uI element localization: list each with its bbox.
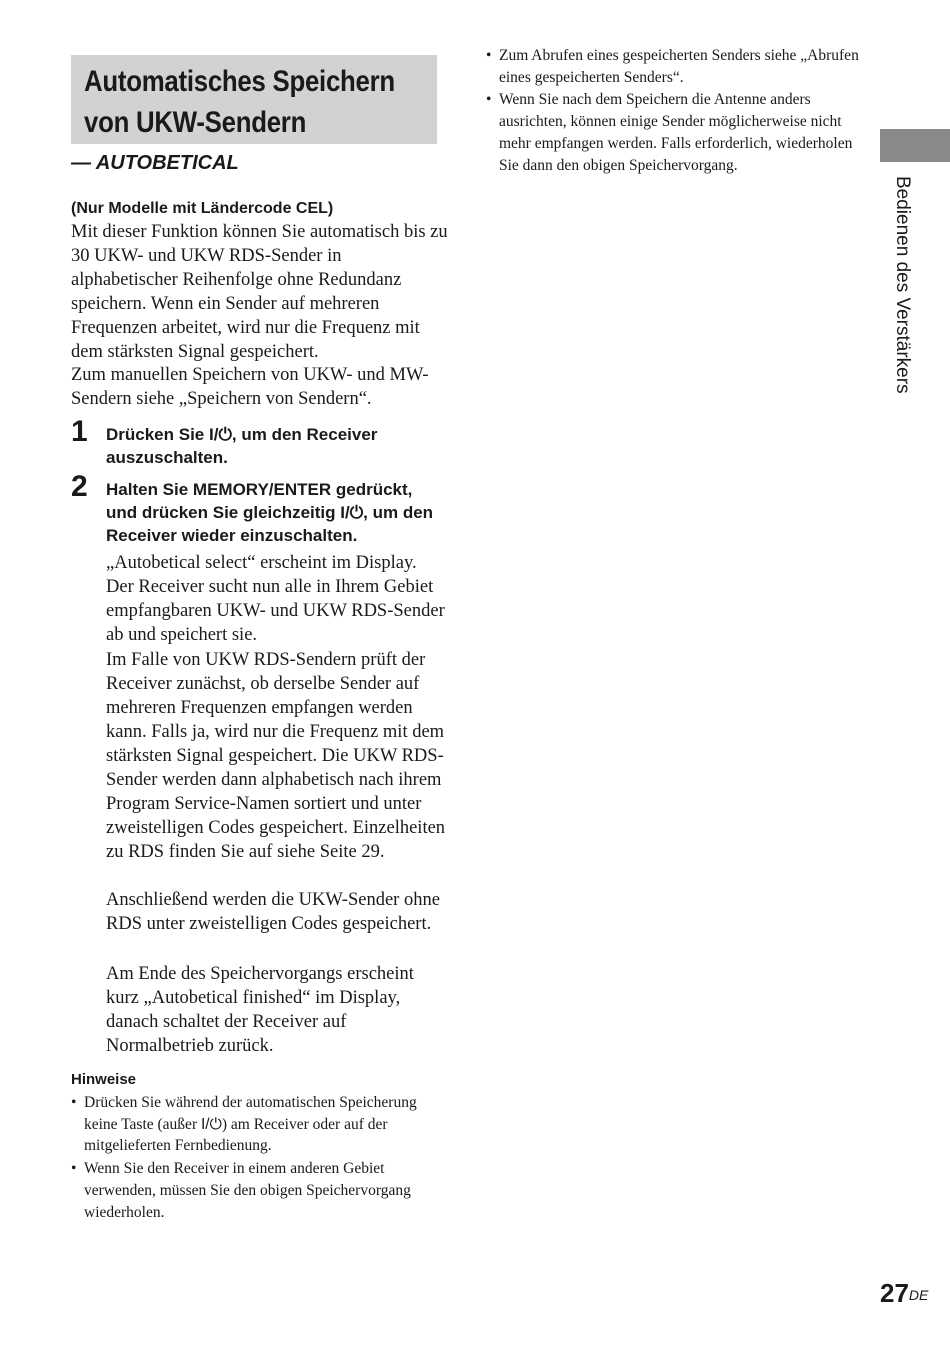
note-item [71,1092,451,1157]
page-number-value: 27 [880,1278,909,1308]
power-icon: I/⏻ [340,503,364,522]
step-text-part: Drücken Sie [106,425,209,444]
step-text-part: , um den Receiver auszuschalten. [106,425,378,467]
step-instruction [106,478,446,547]
note-item: • Wenn Sie den Receiver in einem anderen Gebiet verwenden, müssen Sie den obigen Speichervorgang wiederholen. [71,1158,451,1223]
step-text-part: Halten Sie MEMORY/ENTER gedrückt, und drücken Sie gleichzeitig [106,480,413,522]
step-2-detail: Anschließend werden die UKW-Sender ohne RDS unter zweistelligen Codes gespeichert. [106,890,440,934]
step-number: 2 [71,470,88,503]
power-icon: I/⏻ [200,1115,222,1133]
notes-list-continued [486,45,866,177]
step-instruction [106,423,446,469]
step-text-part: , um den Receiver wieder einzuschalten. [106,503,434,545]
chapter-tab-label: Bedienen des Verstärkers [892,176,913,394]
section-title-line2: von UKW-Sendern [84,106,307,139]
chapter-tab [880,129,950,162]
notes-heading: Hinweise [71,1071,137,1088]
step-2-detail: „Autobetical select“ erscheint im Display. Der Receiver sucht nun alle in Ihrem Gebiet empfangbaren UKW- und UKW RDS-Sender ab und speichert sie. [106,553,445,645]
step-2-detail: Am Ende des Speichervorgangs erscheint kurz „Autobetical finished“ im Display, danach schaltet der Receiver auf Normalbetrieb zurück. [106,964,414,1056]
step-2-detail: Im Falle von UKW RDS-Sendern prüft der Receiver zunächst, ob derselbe Sender auf mehreren Frequenzen empfangen werden kann. Falls ja, wird nur die Frequenz mit dem stärksten Signal gespeichert. Die UKW RDS-Sender werden dann alphabetisch nach ihrem Program Service-Namen sortiert und unter zweistelligen Codes gespeichert. Einzelheiten zu RDS finden Sie auf siehe Seite 29. [106,650,446,862]
page-number-suffix: DE [908,1287,929,1303]
section-title-line1: Automatisches Speichern [84,65,395,98]
model-note: (Nur Modelle mit Ländercode CEL) [71,200,334,217]
notes-list [71,1092,451,1224]
section-title-box [71,55,437,144]
note-text-part: ) am Receiver oder auf der mitgelieferten Fernbedienung. [84,1115,388,1155]
page-number [880,1278,928,1308]
power-icon: I/⏻ [209,425,232,444]
manual-reference: Zum manuellen Speichern von UKW- und MW-Sendern siehe „Speichern von Sendern“. [71,365,429,409]
intro-paragraph: Mit dieser Funktion können Sie automatisch bis zu 30 UKW- und UKW RDS-Sender in alphabetischer Reihenfolge ohne Redundanz speichern. Wenn ein Sender auf mehreren Frequenzen arbeitet, wird nur die Frequenz mit dem stärksten Signal gespeichert. [71,222,448,362]
section-title [84,61,395,143]
note-item: • Zum Abrufen eines gespeicherten Senders siehe „Abrufen eines gespeicherten Senders“. [486,45,866,88]
note-item: • Wenn Sie nach dem Speichern die Antenne anders ausrichten, können einige Sender möglicherweise nicht mehr empfangen werden. Falls erforderlich, wiederholen Sie dann den obigen Speichervorgang. [486,89,866,176]
note-text-part: Drücken Sie während der automatischen Speicherung keine Taste (außer [84,1094,417,1133]
section-subtitle: — AUTOBETICAL [71,152,239,174]
step-number: 1 [71,415,88,448]
